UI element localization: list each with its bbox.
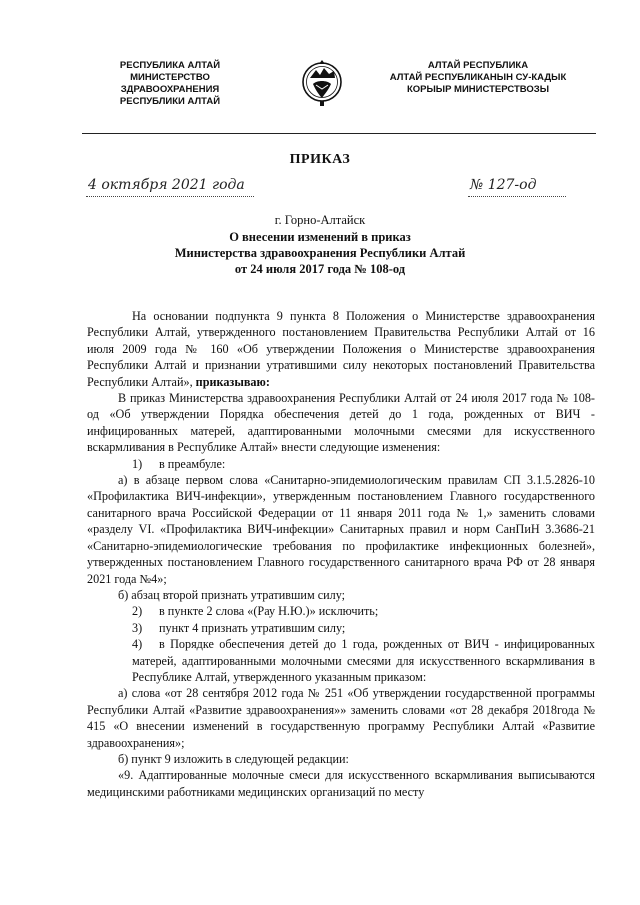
list-item: 4) в Порядке обеспечения детей до 1 года, рожденных от ВИЧ - инфицированных матерей, адаптированными молочными смесями для искусственного вскармливания в Республике Алтай, утвержденного указанным приказом: <box>132 637 595 684</box>
document-subject <box>0 229 640 277</box>
header-left-line: РЕСПУБЛИКИ АЛТАЙ <box>119 96 221 107</box>
document-title: ПРИКАЗ <box>289 152 351 167</box>
subject-line: О внесении изменений в приказ <box>229 230 411 244</box>
order-word: приказываю: <box>195 374 270 389</box>
paragraph-amendment: В приказ Министерства здравоохранения Республики Алтай от 24 июля 2017 года № 108-од «Об утверждении Порядка обеспечения детей до 1 года, рожденных от ВИЧ - инфицированных матерей, адаптированными молочными смесями для искусственного вскармливания в Республике Алтай» внести следующие изменения: <box>87 391 595 455</box>
document-body <box>87 308 595 800</box>
handwritten-number: № 127-од <box>470 177 537 193</box>
handwritten-date: 4 октября 2021 года <box>88 177 245 193</box>
paragraph-basis: На основании подпункта 9 пункта 8 Положения о Министерстве здравоохранения Республики Алтай, утвержденного постановлением Правительства Республики Алтай от 16 июля 2009 года № 160 «Об утверждении Положения о Министерстве здравоохранения Республики Алтай и признании утратившими силу некоторых постановлений Правительства Республики Алтай», приказываю: <box>87 309 595 389</box>
coat-of-arms-icon <box>301 58 343 108</box>
header-left-block <box>80 60 260 108</box>
list-item: 1) в преамбуле: <box>132 456 226 471</box>
paragraph-preamble-change: а) в абзаце первом слова «Санитарно-эпидемиологическим правилам СП 3.1.5.2826-10 «Профилактика ВИЧ-инфекции», утвержденным постановлением Главного государственного санитарного врача Российской Федерации от 11 января 2011 года № 1,» заменить словами «разделу VI. «Профилактика ВИЧ-инфекции» Санитарных правил и норм СанПиН 3.3686-21 «Санитарно-эпидемиологические требования по профилактике инфекционных болезней», утвержденных постановлением Главного государственного санитарного врача РФ от 28 января 2021 года №4»; <box>87 473 595 586</box>
header-right-line: КОРЫЫР МИНИСТЕРСТВОЗЫ <box>406 84 550 95</box>
header-left-line: МИНИСТЕРСТВО ЗДРАВООХРАНЕНИЯ <box>120 72 220 95</box>
header-right-line: АЛТАЙ РЕСПУБЛИКА <box>427 60 529 71</box>
subject-line: Министерства здравоохранения Республики Алтай <box>174 246 466 260</box>
paragraph-program-change: а) слова «от 28 сентября 2012 года № 251 «Об утверждении государственной программы Республики Алтай «Развитие здравоохранения»» заменить словами «от 28 декабря 2018года № 415 «О внесении изменений в государственную программу Республики Алтай «Развитие здравоохранения»; <box>87 686 595 750</box>
date-underline <box>86 196 254 197</box>
paragraph-point-9-text: «9. Адаптированные молочные смеси для искусственного вскармливания выписываются медицинскими работниками медицинских организаций по месту <box>87 768 595 799</box>
header-divider <box>82 133 596 134</box>
city-line: г. Горно-Алтайск <box>274 213 366 227</box>
list-item: 2) в пункте 2 слова «(Рау Н.Ю.)» исключить; <box>132 604 379 619</box>
paragraph-point-9: б) пункт 9 изложить в следующей редакции: <box>118 751 349 766</box>
list-item: 3) пункт 4 признать утратившим силу; <box>132 620 346 635</box>
header-right-block <box>378 60 578 96</box>
subject-line: от 24 июля 2017 года № 108-од <box>234 262 406 276</box>
paragraph-second-abzac: б) абзац второй признать утратившим силу; <box>118 587 346 602</box>
header-left-line: РЕСПУБЛИКА АЛТАЙ <box>119 60 221 71</box>
number-underline <box>468 196 566 197</box>
header-right-line: АЛТАЙ РЕСПУБЛИКАНЫН СУ-КАДЫК <box>389 72 567 83</box>
